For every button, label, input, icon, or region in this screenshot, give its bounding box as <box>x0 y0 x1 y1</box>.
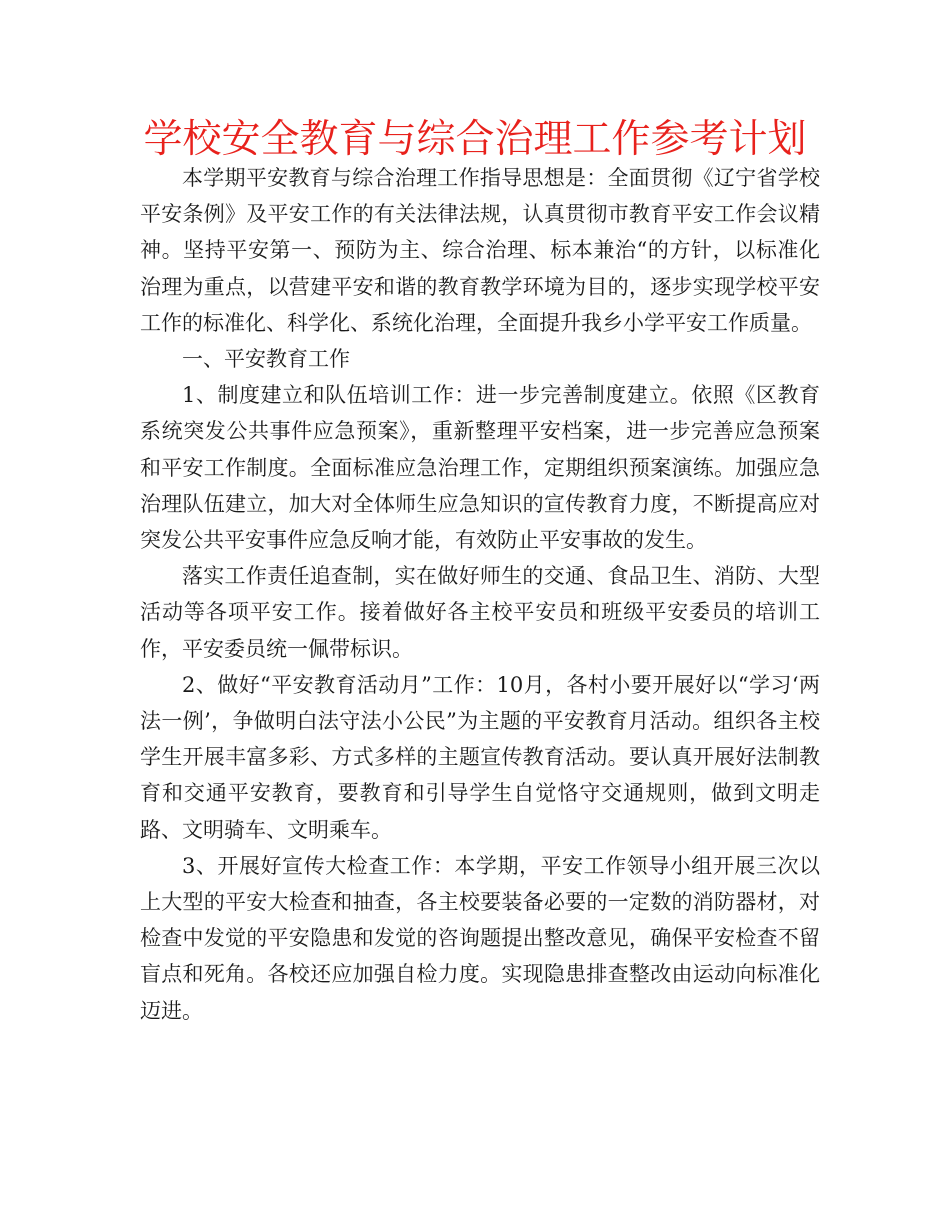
section-heading-safety-education: 一、平安教育工作 <box>182 347 350 372</box>
paragraph-item-3: 3、开展好宣传大检查工作：本学期，平安工作领导小组开展三次以上大型的平安大检查和抽查，各主校要装备必要的一定数的消防器材，对检查中发觉的平安隐患和发觉的咨询题提出整改意见，确保平安检查不留盲点和死角。各校还应加强自检力度。实现隐患排查整改由运动向标准化迈进。 <box>140 853 820 1023</box>
paragraph-item-1: 1、制度建立和队伍培训工作：进一步完善制度建立。依照《区教育系统突发公共事件应急预案》，重新整理平安档案，进一步完善应急预案和平安工作制度。全面标准应急治理工作，定期组织预案演练。加强应急治理队伍建立，加大对全体师生应急知识的宣传教育力度，不断提高应对突发公共平安事件应急反响才能，有效防止平安事故的发生。 <box>140 383 820 553</box>
paragraph-guiding-ideology: 本学期平安教育与综合治理工作指导思想是：全面贯彻《辽宁省学校平安条例》及平安工作的有关法律法规，认真贯彻市教育平安工作会议精神。坚持平安第一、预防为主、综合治理、标本兼治“的方针，以标准化治理为重点，以营建平安和谐的教育教学环境为目的，逐步实现学校平安工作的标准化、科学化、系统化治理，全面提升我乡小学平安工作质量。 <box>140 166 820 335</box>
paragraph-item-2: 2、做好“平安教育活动月”工作：10月，各村小要开展好以“学习‘两法一例’，争做明白法守法小公民”为主题的平安教育月活动。组织各主校学生开展丰富多彩、方式多样的主题宣传教育活动。要认真开展好法制教育和交通平安教育，要教育和引导学生自觉恪守交通规则，做到文明走路、文明骑车、文明乘车。 <box>140 672 820 842</box>
paragraph-responsibility: 落实工作责任追查制，实在做好师生的交通、食品卫生、消防、大型活动等各项平安工作。接着做好各主校平安员和班级平安委员的培训工作，平安委员统一佩带标识。 <box>140 564 820 661</box>
document-title: 学校安全教育与综合治理工作参考计划 <box>143 117 807 162</box>
document-body <box>140 160 820 1029</box>
